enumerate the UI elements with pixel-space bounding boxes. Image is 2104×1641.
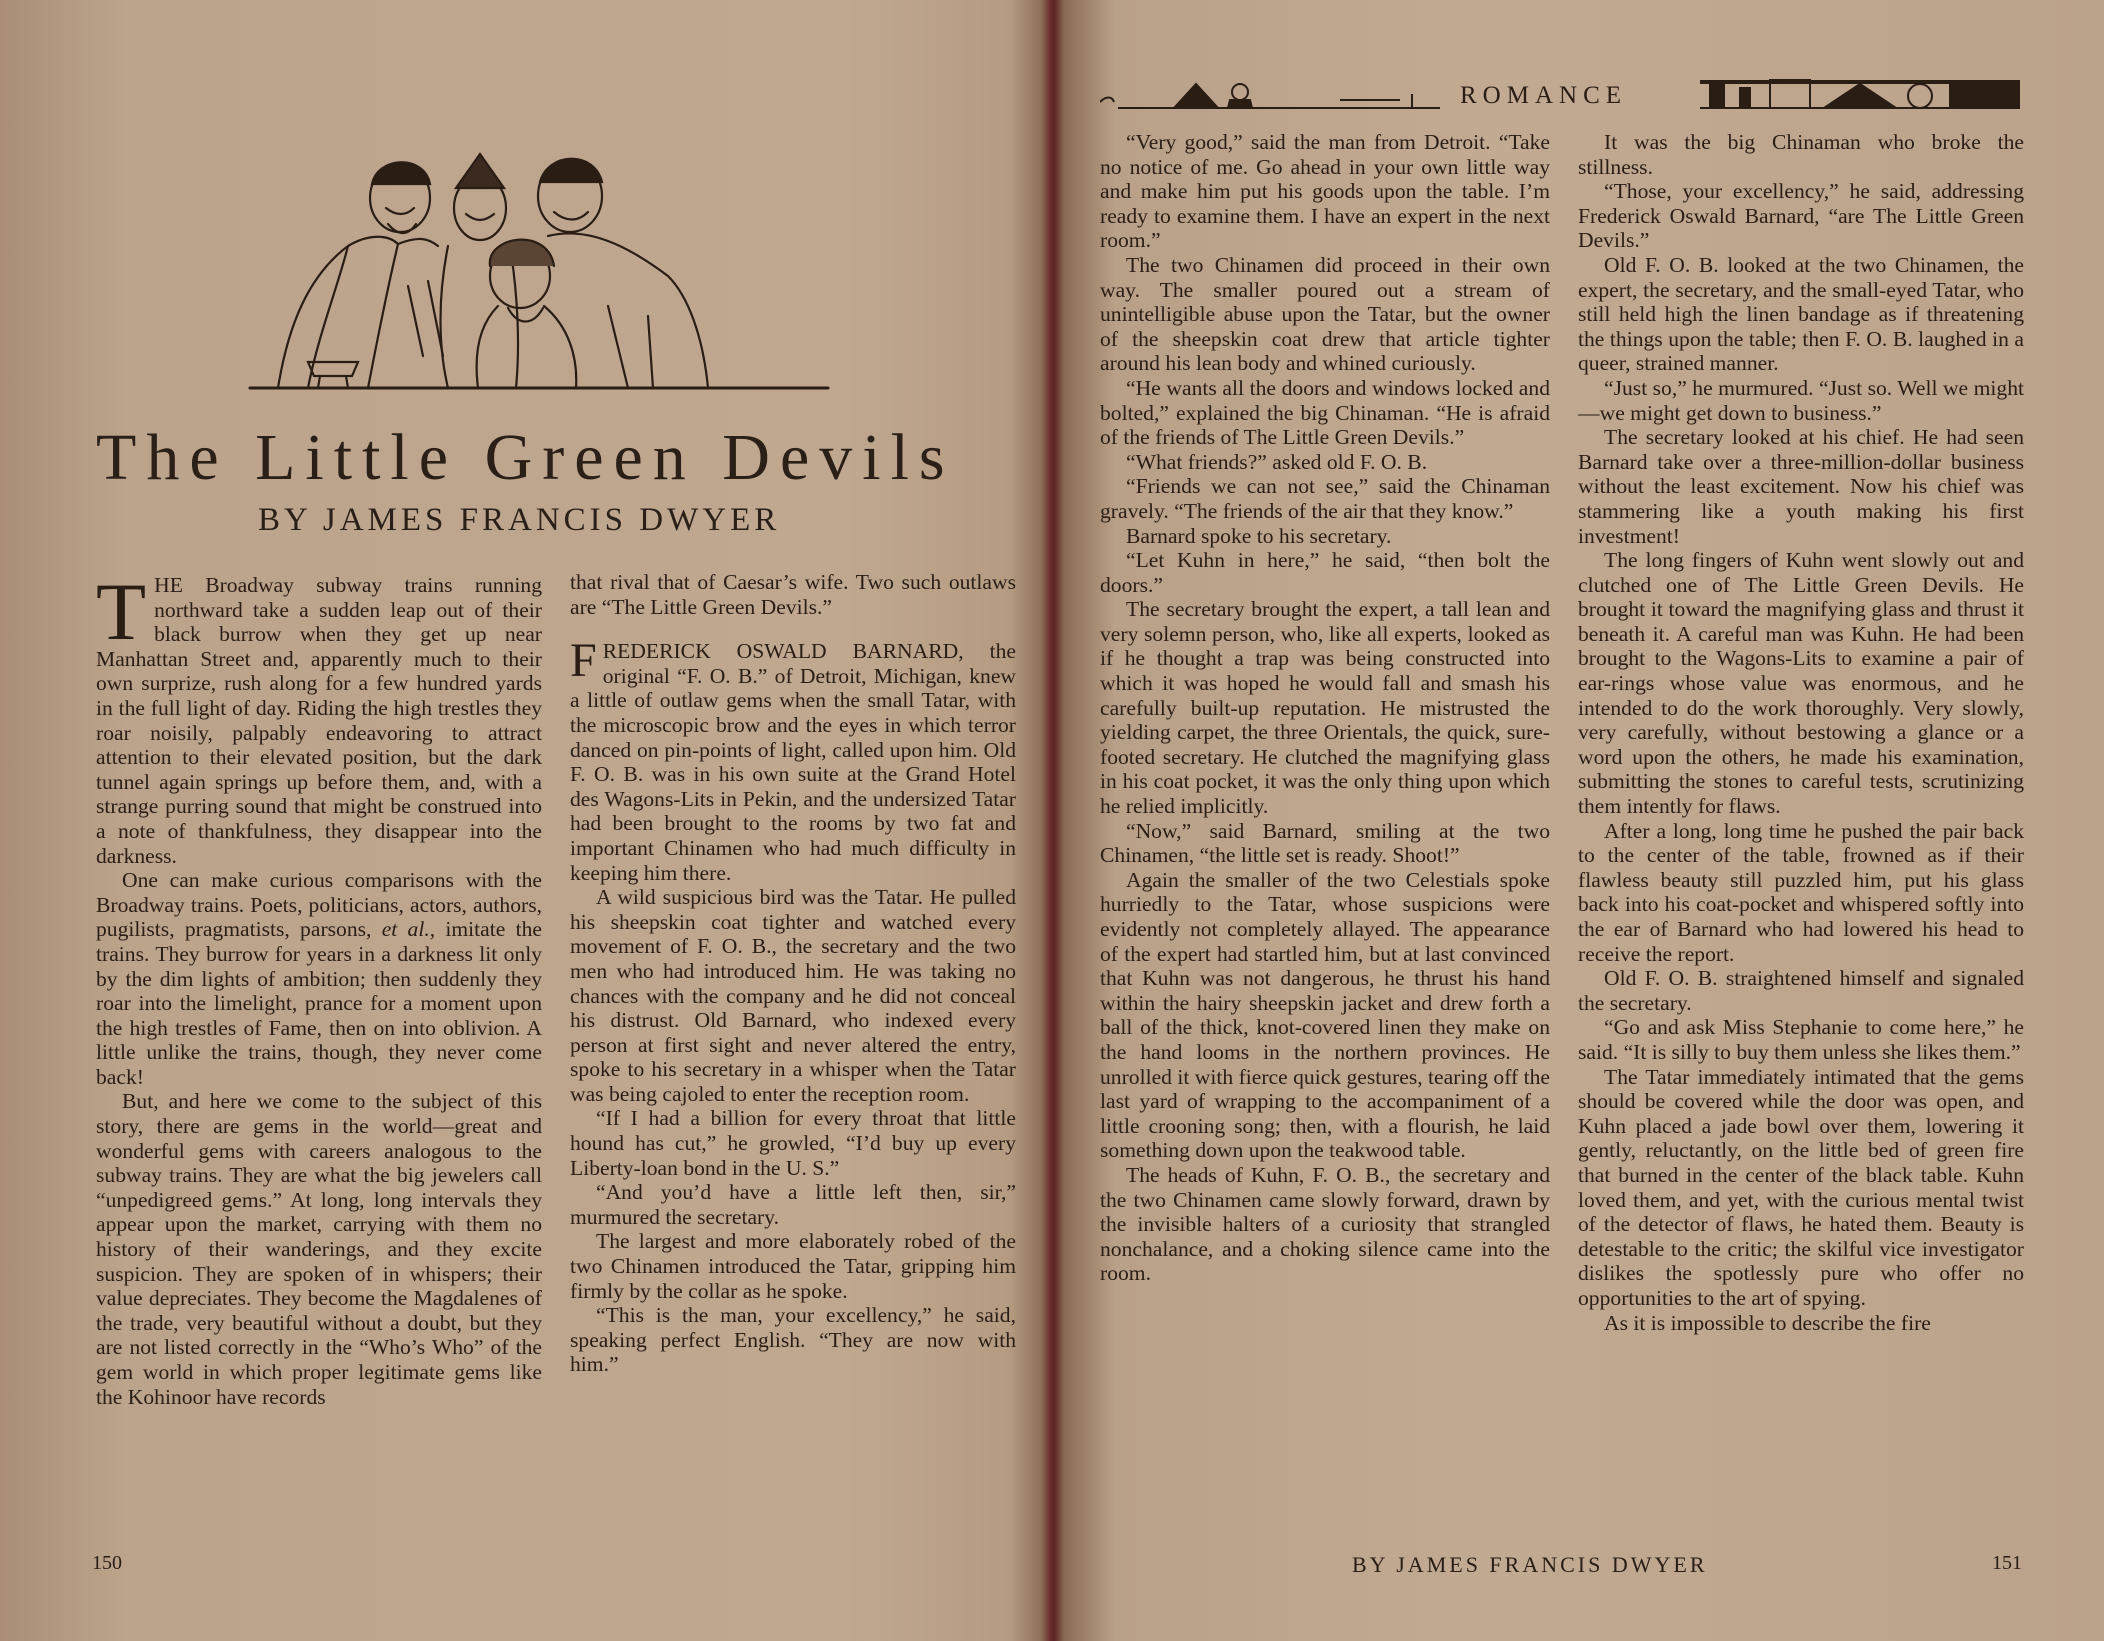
paragraph: “This is the man, your excellency,” he said, speaking perfect English. “They are now with him.” <box>570 1303 1016 1377</box>
footer-byline: BY JAMES FRANCIS DWYER <box>1352 1552 1708 1577</box>
paragraph: One can make curious comparisons with the Broadway trains. Poets, politicians, actors, authors, pugilists, pragmatists, parsons, et al., imitate the trains. They burrow for years in a darkness lit only by the dim lights of ambition; then suddenly they roar into the limelight, prance for a moment upon the high trestles of Fame, then on into oblivion. A little unlike the trains, though, they never come back! <box>96 868 542 1089</box>
paragraph: The secretary brought the expert, a tall lean and very solemn person, who, like all experts, looked as if he thought a trap was being constructed into which it was hoped he would fall and smash his carefully built-up reputation. He mistrusted the yielding carpet, the three Orientals, the quick, sure-footed secretary. He clutched the magnifying glass in his coat pocket, it was the only thing upon which he relied implicitly. <box>1100 597 1550 819</box>
paragraph: It was the big Chinaman who broke the stillness. <box>1578 130 2024 179</box>
paragraph: The secretary looked at his chief. He had seen Barnard take over a three-million-dollar business without the least excitement. Now his chief was stammering like a youth making his first investment! <box>1578 425 2024 548</box>
paragraph: The long fingers of Kuhn went slowly out and clutched one of The Little Green Devils. He brought it toward the magnifying glass and thrust it beneath it. A careful man was Kuhn. He had been brought to the Wagons-Lits to examine a pair of ear-rings whose value was enormous, and he intended to do the work thoroughly. Very slowly, very carefully, without bestowing a glance or a word upon the others, he made his examination, submitting the stones to careful tests, scrutinizing them intently for flaws. <box>1578 548 2024 819</box>
paragraph: “Very good,” said the man from Detroit. “Take no notice of me. Go ahead in your own little way and make him put his goods upon the table. I’m ready to examine them. I have an expert in the next room.” <box>1100 130 1550 253</box>
paragraph: The largest and more elaborately robed of the two Chinamen introduced the Tatar, gripping him firmly by the collar as he spoke. <box>570 1229 1016 1303</box>
paragraph: The Tatar immediately intimated that the gems should be covered while the door was open, and Kuhn placed a jade bowl over them, lowering it gently, reluctantly, on the little bed of green fire that burned in the center of the black table. Kuhn loved them, and yet, with the curious mental twist of the detector of flaws, he hated them. Beauty is detestable to the critic; the skilful vice investigator dislikes the spotlessly pure who offer no opportunities to the art of spying. <box>1578 1064 2024 1310</box>
paragraph: But, and here we come to the subject of this story, there are gems in the world—great and wonderful gems with careers analogous to the subway trains. They are what the big jewelers call “unpedigreed gems.” At long, long intervals they appear upon the market, carrying with them no history of their wanderings, and they excite suspicion. They are spoken of in whispers; their value depreciates. They become the Magdalenes of the trade, very beautiful without a doubt, but they are not listed correctly in the “Who’s Who” of the gem world in which proper legitimate gems like the Kohinoor have records <box>96 1089 542 1409</box>
paragraph: Old F. O. B. straightened himself and signaled the secretary. <box>1578 966 2024 1015</box>
paragraph: “Let Kuhn in here,” he said, “then bolt the doors.” <box>1100 548 1550 597</box>
paragraph: “Those, your excellency,” he said, addressing Frederick Oswald Barnard, “are The Little Green Devils.” <box>1578 179 2024 253</box>
paragraph: A wild suspicious bird was the Tatar. He pulled his sheepskin coat tighter and watched every movement of F. O. B., the secretary and the two men who had introduced him. He was taking no chances with the company and he did not conceal his distrust. Old Barnard, who indexed every person at first sight and never altered the entry, spoke to his secretary in a whisper when the Tatar was being cajoled to enter the reception room. <box>570 885 1016 1106</box>
paragraph: “Go and ask Miss Stephanie to come here,” he said. “It is silly to buy them unless she likes them.” <box>1578 1015 2024 1064</box>
page-number-right: 151 <box>1992 1552 2022 1574</box>
drop-cap-F: F <box>570 634 597 688</box>
paragraph: As it is impossible to describe the fire <box>1604 1310 1931 1335</box>
paragraph: The two Chinamen did proceed in their own way. The smaller poured out a stream of unintelligible abuse upon the Tatar, but the owner of the sheepskin coat drew that article tighter around his lean body and whined curiously. <box>1100 252 1550 376</box>
right-column-2 <box>1578 130 2024 1335</box>
chinamen-and-woman-illustration <box>248 126 832 398</box>
section-opening-paragraph: FREDERICK OSWALD BARNARD, the original “F. O. B.” of Detroit, Michigan, knew a little of outlaw gems when the small Tatar, with the microscopic brow and the eyes in which terror danced on pin-points of light, called upon him. Old F. O. B. was in his own suite at the Grand Hotel des Wagons-Lits in Pekin, and the undersized Tatar had been brought to the rooms by two fat and important Chinamen who had much difficulty in keeping him there. <box>570 634 1016 885</box>
drop-cap-T: T <box>96 566 147 657</box>
paragraph: The heads of Kuhn, F. O. B., the secretary and the two Chinamen came slowly forward, drawn by the invisible halters of a curiosity that strangled nonchalance, and a choking silence came into the room. <box>1100 1162 1550 1286</box>
paragraph: “If I had a billion for every throat that little hound has cut,” he growled, “I’d buy up every Liberty-loan bond in the U. S.” <box>570 1106 1016 1180</box>
paragraph: Again the smaller of the two Celestials spoke hurriedly to the Tatar, whose suspicions were evidently not completely allayed. The appearance of the expert had startled him, but at last convinced that Kuhn was not dangerous, he thrust his hand within the hairy sheepskin jacket and drew forth a ball of the thick, knot-covered linen they make on the hand looms in the northern provinces. He unrolled it with fierce quick gestures, tearing off the last yard of wrapping to the accompaniment of a little crooning song; then, with a flourish, he laid something down upon the teakwood table. <box>1100 867 1550 1163</box>
story-byline: BY JAMES FRANCIS DWYER <box>258 502 781 538</box>
paragraph: “Just so,” he murmured. “Just so. Well we might—we might get down to business.” <box>1578 375 2024 425</box>
left-column-2 <box>570 570 1016 1377</box>
paragraph: that rival that of Caesar’s wife. Two such outlaws are “The Little Green Devils.” <box>570 570 1016 619</box>
paragraph: After a long, long time he pushed the pair back to the center of the table, frowned as if their flawless beauty still puzzled him, put his glass back into his coat-pocket and whispered softly into the ear of Barnard who had lowered his head to receive the report. <box>1578 818 2024 966</box>
paragraph: Barnard spoke to his secretary. <box>1126 523 1392 548</box>
left-page <box>0 0 1040 1641</box>
story-title: The Little Green Devils <box>96 421 955 494</box>
left-column-1 <box>96 566 542 1409</box>
right-column-1 <box>1100 130 1550 1286</box>
paragraph: “Now,” said Barnard, smiling at the two Chinamen, “the little set is ready. Shoot!” <box>1100 818 1550 868</box>
page-number-left: 150 <box>92 1552 122 1574</box>
paragraph: “What friends?” asked old F. O. B. <box>1126 449 1428 474</box>
section-header: ROMANCE <box>1460 82 1628 109</box>
opening-paragraph: THE Broadway subway trains running northward take a sudden leap out of their black burrow when they get up near Manhattan Street and, apparently much to their own surprize, rush along for a few hundred yards in the full light of day. Riding the high trestles they roar noisily, palpably endeavoring to attract attention to their elevated position, but the dark tunnel again springs up before them, and, with a strange purring sound that might be construed into a note of thankfulness, they disappear into the darkness. <box>96 566 542 868</box>
paragraph: Old F. O. B. looked at the two Chinamen, the expert, the secretary, and the small-eyed Tatar, who still held high the linen bandage as if threatening the things upon the table; then F. O. B. laughed in a queer, strained manner. <box>1578 252 2024 376</box>
paragraph: “He wants all the doors and windows locked and bolted,” explained the big Chinaman. “He is afraid of the friends of The Little Green Devils.” <box>1100 375 1550 450</box>
paragraph: “Friends we can not see,” said the Chinaman gravely. “The friends of the air that they know.” <box>1100 474 1550 523</box>
paragraph: “And you’d have a little left then, sir,” murmured the secretary. <box>570 1180 1016 1229</box>
